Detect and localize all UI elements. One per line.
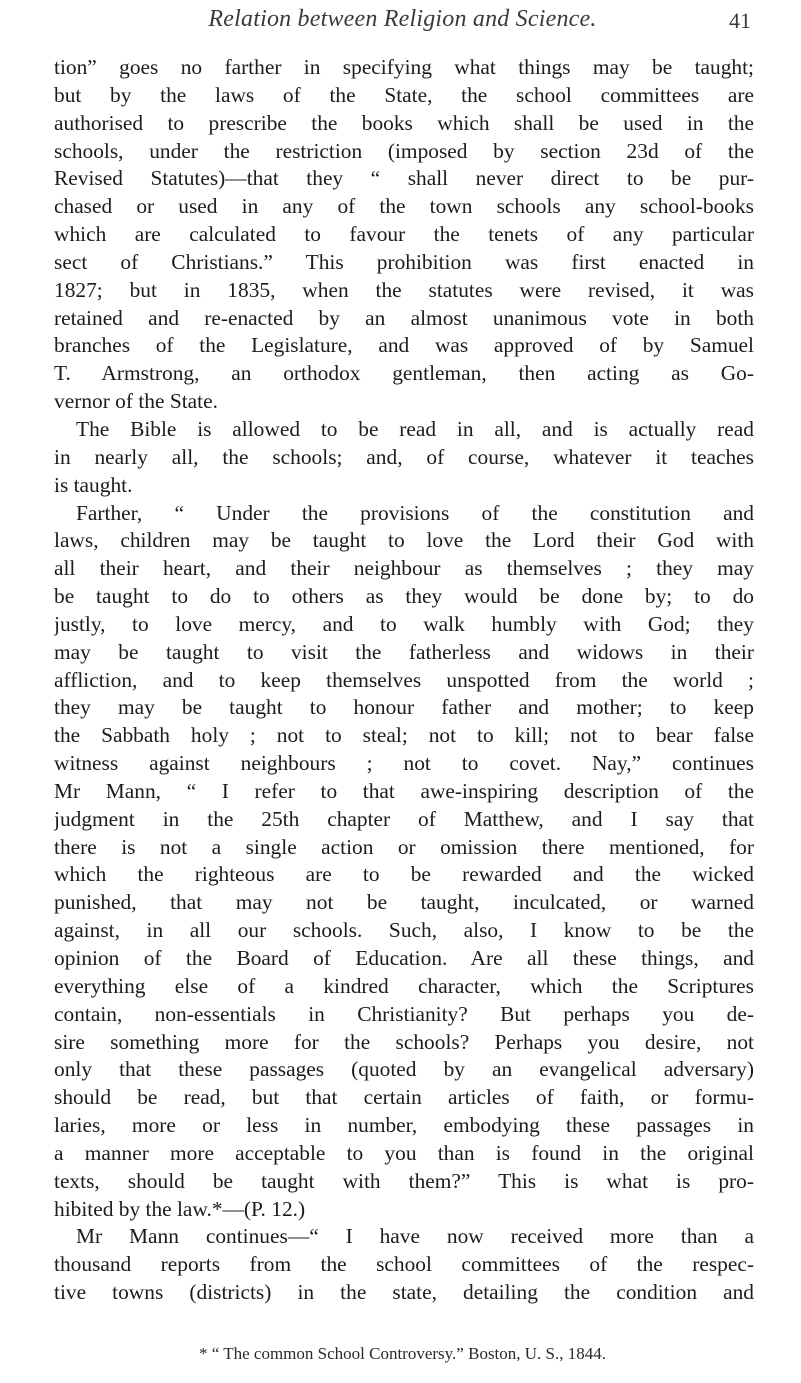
text-line: punished, that may not be taught, inculcated, or warned	[54, 890, 754, 915]
text-line: sect of Christians.” This prohibition was first enacted in	[54, 249, 754, 274]
text-line: chased or used in any of the town schools any school-books	[54, 194, 754, 219]
text-line: is taught.	[54, 472, 133, 497]
text-line: may be taught to visit the fatherless and widows in their	[54, 639, 754, 664]
text-line: but by the laws of the State, the school committees are	[54, 82, 754, 107]
text-line: laws, children may be taught to love the Lord their God with	[54, 528, 754, 553]
text-line: Mr Mann, “ I refer to that awe-inspiring description of the	[54, 778, 754, 803]
text-line: tion” goes no farther in specifying what things may be taught;	[54, 55, 754, 79]
footnote: * “ The common School Controversy.” Boston, U. S., 1844.	[198, 1344, 607, 1363]
text-line: branches of the Legislature, and was approved of by Samuel	[54, 333, 754, 358]
text-line: vernor of the State.	[54, 389, 218, 414]
text-line: tive towns (districts) in the state, detailing the condition and	[54, 1280, 754, 1305]
running-title: Relation between Religion and Science.	[208, 6, 597, 32]
text-line: authorised to prescribe the books which shall be used in the	[54, 110, 754, 135]
text-line: which are calculated to favour the tenets of any particular	[54, 222, 754, 247]
text-line: they may be taught to honour father and mother; to keep	[54, 695, 754, 720]
text-line: opinion of the Board of Education. Are all these things, and	[54, 946, 754, 970]
text-line: Farther, “ Under the provisions of the constitution and	[76, 500, 754, 525]
text-line: in nearly all, the schools; and, of course, whatever it teaches	[54, 444, 754, 469]
text-line: Mr Mann continues—“ I have now received more than a	[76, 1224, 754, 1249]
text-line: be taught to do to others as they would be done by; to do	[54, 584, 754, 609]
text-line: 1827; but in 1835, when the statutes were revised, it was	[54, 277, 754, 302]
text-line: should be read, but that certain articles of faith, or formu-	[54, 1085, 754, 1110]
text-line: retained and re-enacted by an almost unanimous vote in both	[54, 305, 754, 330]
text-line: only that these passages (quoted by an evangelical adversary)	[54, 1057, 754, 1082]
text-line: T. Armstrong, an orthodox gentleman, then acting as Go-	[54, 361, 754, 386]
text-line: The Bible is allowed to be read in all, and is actually read	[76, 416, 754, 441]
text-line: texts, should be taught with them?” This is what is pro-	[54, 1168, 754, 1193]
text-line: witness against neighbours ; not to covet. Nay,” continues	[54, 751, 754, 776]
page-number: 41	[729, 8, 751, 33]
text-line: contain, non-essentials in Christianity? But perhaps you de-	[54, 1001, 754, 1026]
text-line: which the righteous are to be rewarded and the wicked	[54, 862, 754, 887]
body-text	[54, 54, 754, 1307]
text-line: everything else of a kindred character, which the Scriptures	[54, 973, 754, 998]
text-line: there is not a single action or omission there mentioned, for	[54, 834, 754, 859]
text-line: thousand reports from the school committees of the respec-	[54, 1252, 754, 1277]
text-line: against, in all our schools. Such, also, I know to be the	[54, 918, 754, 943]
text-line: a manner more acceptable to you than is found in the original	[54, 1140, 754, 1165]
text-line: Revised Statutes)—that they “ shall never direct to be pur-	[54, 166, 754, 191]
text-line: affliction, and to keep themselves unspotted from the world ;	[54, 667, 754, 692]
text-line: the Sabbath holy ; not to steal; not to kill; not to bear false	[54, 723, 754, 748]
text-line: justly, to love mercy, and to walk humbly with God; they	[54, 611, 754, 636]
text-line: all their heart, and their neighbour as themselves ; they may	[54, 556, 754, 581]
text-line: schools, under the restriction (imposed by section 23d of the	[54, 138, 754, 163]
text-line: hibited by the law.*—(P. 12.)	[54, 1196, 306, 1221]
text-line: judgment in the 25th chapter of Matthew, and I say that	[54, 806, 754, 831]
running-head	[54, 6, 751, 46]
text-line: laries, more or less in number, embodying these passages in	[54, 1113, 754, 1138]
text-line: sire something more for the schools? Perhaps you desire, not	[54, 1029, 754, 1054]
